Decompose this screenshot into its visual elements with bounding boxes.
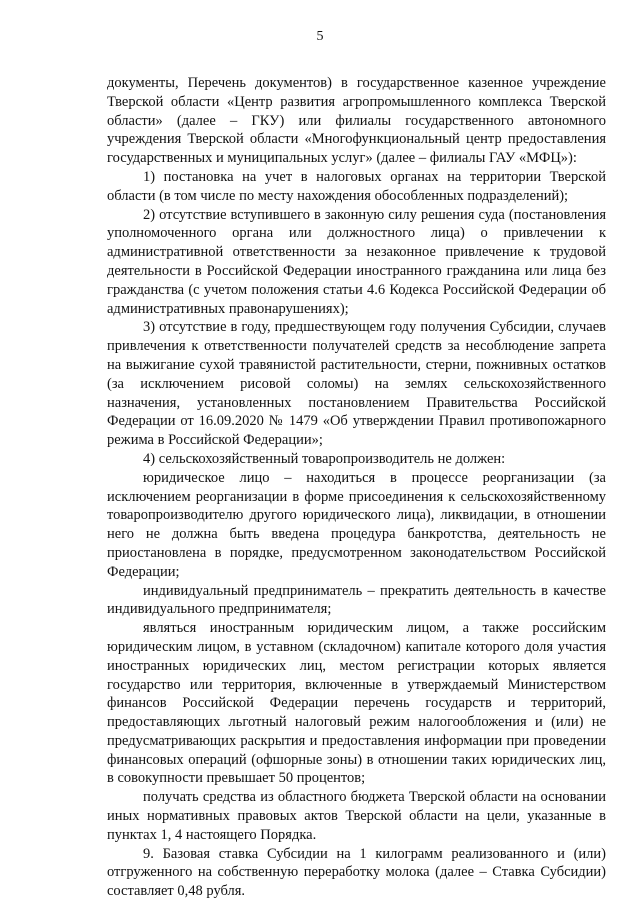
paragraph-budget-funds: получать средства из областного бюджета Тверской области на основании иных нормативных правовых актов Тверской области на цели, указанные в пунктах 1, 4 настоящего Порядка. <box>107 789 606 843</box>
paragraph-item-2: 2) отсутствие вступившего в законную силу решения суда (постановления уполномоченного органа или должностного лица) о привлечении к административной ответственности за незаконное привлечение к трудовой деятельности в Российской Федерации иностранного гражданина или лица без гражданства (с учетом положения статьи 4.6 Кодекса Российской Федерации об административных правонарушениях); <box>107 206 606 317</box>
paragraph-legal-entity: юридическое лицо – находиться в процессе реорганизации (за исключением реорганизации в форме присоединения к сельскохозяйственному товаропроизводителю другого юридического лица), ликвидации, в отношении него не должна быть введена процедура банкротства, деятельность не приостановлена в порядке, предусмотренном законодательством Российской Федерации; <box>107 469 606 580</box>
paragraph-item-1: 1) постановка на учет в налоговых органах на территории Тверской области (в том числе по месту нахождения обособленных подразделений); <box>107 168 606 204</box>
page-number: 5 <box>316 29 324 44</box>
paragraph-intro: документы, Перечень документов) в государственное казенное учреждение Тверской области «Центр развития агропромышленного комплекса Тверской области» (далее – ГКУ) или филиалы государственного автономного учреждения Тверской области «Многофункциональный центр предоставления государственных и муниципальных услуг» (далее – филиалы ГАУ «МФЦ»): <box>107 75 606 167</box>
document-body <box>107 74 606 901</box>
paragraph-item-3: 3) отсутствие в году, предшествующем году получения Субсидии, случаев привлечения к ответственности получателей средств за несоблюдение запрета на выжигание сухой травянистой растительности, стерни, пожнивных остатков (за исключением рисовой соломы) на землях сельскохозяйственного назначения, установленных постановлением Правительства Российской Федерации от 16.09.2020 № 1479 «Об утверждении Правил противопожарного режима в Российской Федерации»; <box>107 319 606 449</box>
paragraph-item-4: 4) сельскохозяйственный товаропроизводитель не должен: <box>143 450 506 467</box>
paragraph-foreign-entity: являться иностранным юридическим лицом, а также российским юридическим лицом, в уставном (складочном) капитале которого доля участия иностранных юридических лиц, местом регистрации которых является государство или территория, включенные в утверждаемый Министерством финансов Российской Федерации перечень государств и территорий, предоставляющих льготный налоговый режим налогообложения и (или) не предусматривающих раскрытия и предоставления информации при проведении финансовых операций (офшорные зоны) в отношении таких юридических лиц, в совокупности превышает 50 процентов; <box>107 620 606 787</box>
paragraph-item-9-rate: 9. Базовая ставка Субсидии на 1 килограмм реализованного и (или) отгруженного на собственную переработку молока (далее – Ставка Субсидии) составляет 0,48 рубля. <box>107 845 606 900</box>
paragraph-entrepreneur: индивидуальный предприниматель – прекратить деятельность в качестве индивидуального предпринимателя; <box>107 582 606 618</box>
